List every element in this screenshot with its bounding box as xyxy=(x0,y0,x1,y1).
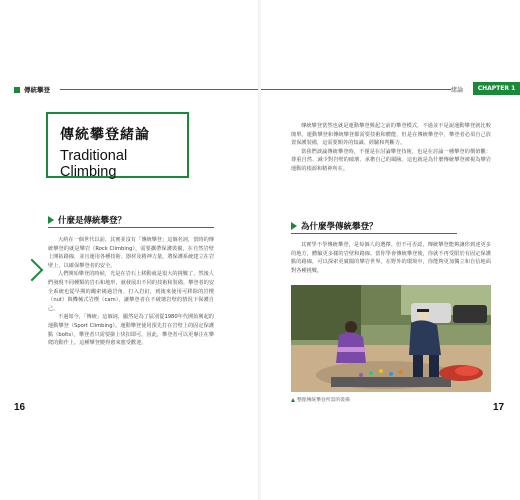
paragraph: 人們開始攀登的時候，光是在岩石上移動就是很大的挑戰了，然後人們發現不同種類的岩石和地形，就發展出不同的技術和裝備。攀登者的安全系統也從早期的繩索繞過岩角、打入岩釘，到後來使用可移除的岩楔（nut）與機械式岩楔（cam），讓攀登者在不破壞岩壁的情況下保護自己。 xyxy=(48,271,215,312)
chapter-title-chinese: 傳統攀登緒論 xyxy=(60,127,150,143)
right-body-text-bottom xyxy=(291,241,491,275)
chapter-title-english: Traditional Climbing xyxy=(60,148,128,180)
paragraph: 大約在一個世代以前，其實並沒有「傳統攀登」這個名詞，當時的傳統攀登的就是攀岩（Rock Climbing），需要攜帶保護裝備，在自然岩壁上開拓路線，並且運用各種技術、器材及精神力量，將保護系統建立在岩壁上，以確保攀登者的安全。 xyxy=(48,237,215,269)
photo-illustration xyxy=(291,285,491,392)
section-heading-text: 什麼是傳統攀登？ xyxy=(58,216,127,226)
section-heading-what-is xyxy=(48,213,214,228)
paragraph: 不過如今，「傳統」這個詞，顯然是為了區別從1980年代開始興起的運動攀登（Sport Climbing）。運動攀登使用預先打在岩壁上的固定保護點（bolts），攀登者只需要掛上快扣即可。因此，攀登者可以更專注在攀爬的動作上。這種攀登變得愈來愈受歡迎。 xyxy=(48,314,214,347)
page-number-right: 17 xyxy=(493,402,505,413)
running-head-rule xyxy=(60,89,259,90)
left-page xyxy=(0,0,259,500)
running-head-marker-icon xyxy=(14,87,20,93)
paragraph: 其實學不學傳統攀登，是每個人的選擇。但不可否認，傳統攀登能夠讓你到達更多的地方，體驗更多樣的岩壁和路線。當你學會傳統攀登後，你就不再受限於有固定保護點的路線，可以探索更廣闊的攀岩世界。在野外的環境中，你能夠更加獨立和自信地面對各種挑戰。 xyxy=(291,242,491,274)
right-body-text-top xyxy=(291,122,491,174)
running-head-right-label: 緒論 xyxy=(451,87,464,94)
paragraph: 當我們談論傳統攀登時，不僅是在討論攀登技術，也是在討論一種攀登的價值觀：尊重自然、減少對岩壁的破壞、承擔自己的風險。這也就是為什麼傳統攀登被視為攀岩運動的根源和精神所在。 xyxy=(291,148,491,172)
chapter-title-box xyxy=(46,112,189,178)
climbers-gear-photo xyxy=(291,285,491,392)
page-number-left: 16 xyxy=(14,402,26,413)
photo-caption xyxy=(291,396,350,403)
right-page xyxy=(261,0,520,500)
paragraph: 傳統攀登當然也就是運動攀登興起之前的攀登模式，不過並不是說運動攀登就比較簡單。運動攀登和傳統攀登都需要技術和體能，但是在傳統攀登中，攀登者必須自己放置保護裝備，這需要額外的知識、經驗和判斷力。 xyxy=(291,123,491,147)
running-head-text: 傳統攀登 xyxy=(24,86,50,94)
chapter-tab: CHAPTER 1 xyxy=(473,82,520,95)
triangle-bullet-icon xyxy=(291,222,297,230)
caption-triangle-icon xyxy=(291,398,295,402)
triangle-bullet-icon xyxy=(48,216,54,224)
running-head-rule xyxy=(261,89,451,90)
chevron-right-icon xyxy=(21,259,44,282)
section-heading-why-learn xyxy=(291,219,457,234)
caption-text: 整理傳統攀登所需的裝備 xyxy=(297,398,350,403)
running-head-left xyxy=(14,85,50,94)
left-body-text xyxy=(48,236,214,348)
section-heading-text: 為什麼學傳統攀登？ xyxy=(301,222,378,232)
